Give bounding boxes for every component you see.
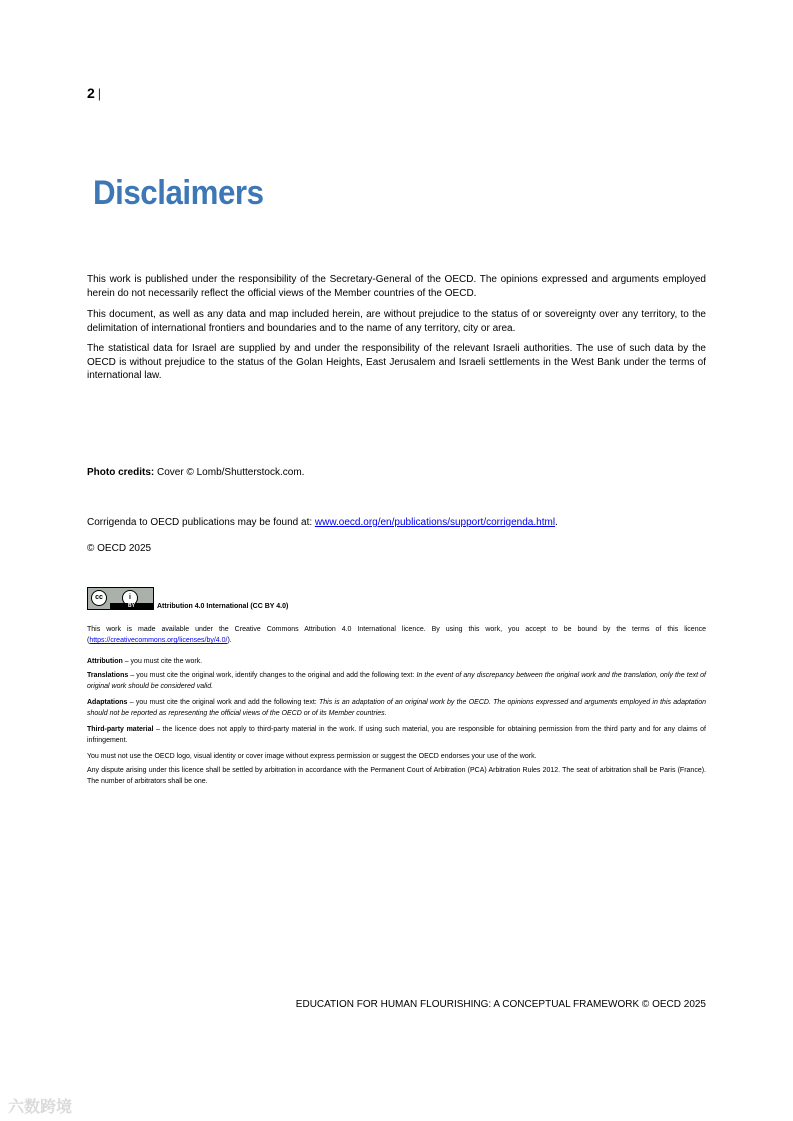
- third-party-text: – the licence does not apply to third-party material in the work. If using such material, you are responsible for obtaining permission from the third party and for any claims of infringement.: [87, 726, 706, 744]
- by-label: BY: [110, 603, 153, 609]
- corrigenda-link[interactable]: www.oecd.org/en/publications/support/corrigenda.html: [314, 517, 556, 528]
- adaptations-label: Adaptations: [87, 699, 128, 706]
- photo-credits-label: Photo credits:: [87, 467, 155, 478]
- dispute-clause: Any dispute arising under this licence shall be settled by arbitration in accordance with the Permanent Court of Arbitration (PCA) Arbitration Rules 2012. The seat of arbitration shall be Paris (France). The number of arbitrators shall be one.: [87, 767, 706, 785]
- cc-by-badge[interactable]: [87, 587, 154, 610]
- license-link[interactable]: https://creativecommons.org/licenses/by/4.0/: [89, 637, 228, 644]
- cc-icon: cc: [91, 590, 107, 606]
- attribution-clause: [87, 656, 706, 667]
- license-label: Attribution 4.0 International (CC BY 4.0): [157, 603, 289, 610]
- translations-clause: [87, 670, 706, 692]
- page-number-value: 2: [87, 85, 95, 101]
- page-number: [87, 85, 101, 101]
- license-intro-end: ).: [227, 637, 232, 644]
- third-party-clause: [87, 724, 706, 746]
- adaptations-text: – you must cite the original work and add the following text:: [127, 699, 320, 706]
- attribution-person-icon: i: [122, 590, 138, 606]
- corrigenda-suffix: .: [555, 517, 558, 528]
- photo-credits: [87, 467, 304, 478]
- page-footer: EDUCATION FOR HUMAN FLOURISHING: A CONCEPTUAL FRAMEWORK © OECD 2025: [295, 999, 706, 1010]
- adaptations-clause: [87, 697, 706, 719]
- copyright-notice: © OECD 2025: [87, 543, 152, 554]
- attribution-text: – you must cite the work.: [122, 658, 203, 665]
- translations-label: Translations: [87, 672, 129, 679]
- license-intro-text: This work is made available under the Creative Commons Attribution 4.0 International licence. By using this work, you accept to be bound by the terms of this licence (: [87, 626, 706, 644]
- corrigenda-text: Corrigenda to OECD publications may be found at:: [87, 517, 315, 528]
- translations-text: – you must cite the original work, identify changes to the original and add the following text:: [128, 672, 417, 679]
- disclaimer-paragraph-1: This work is published under the responsibility of the Secretary-General of the OECD. The opinions expressed and arguments employed herein do not necessarily reflect the official views of the Member countries of the OECD.: [87, 274, 706, 299]
- photo-credits-text: Cover © Lomb/Shutterstock.com.: [157, 467, 305, 478]
- page-number-separator: |: [97, 86, 102, 101]
- logo-usage-clause: You must not use the OECD logo, visual identity or cover image without express permission or suggest the OECD endorses your use of the work.: [87, 753, 537, 760]
- third-party-label: Third-party material: [87, 726, 154, 733]
- attribution-label: Attribution: [87, 658, 123, 665]
- corrigenda-note: [87, 517, 558, 528]
- watermark-logo: 六数跨境: [8, 1099, 73, 1116]
- adaptations-required-text: This is an adaptation of an original work by the OECD. The opinions expressed and arguments employed in this adaptation should not be reported as representing the official views of the OECD or of its Member countries.: [87, 699, 706, 717]
- page-title: Disclaimers: [93, 174, 264, 212]
- translations-required-text: In the event of any discrepancy between the original work and the translation, only the text of original work should be considered valid.: [87, 672, 706, 690]
- disclaimer-paragraph-3: The statistical data for Israel are supplied by and under the responsibility of the relevant Israeli authorities. The use of such data by the OECD is without prejudice to the status of the Golan Heights, East Jerusalem and Israeli settlements in the West Bank under the terms of international law.: [87, 343, 706, 381]
- disclaimer-paragraph-2: This document, as well as any data and map included herein, are without prejudice to the status of or sovereignty over any territory, to the delimitation of international frontiers and boundaries and to the name of any territory, city or area.: [87, 309, 706, 334]
- license-intro: [87, 624, 706, 646]
